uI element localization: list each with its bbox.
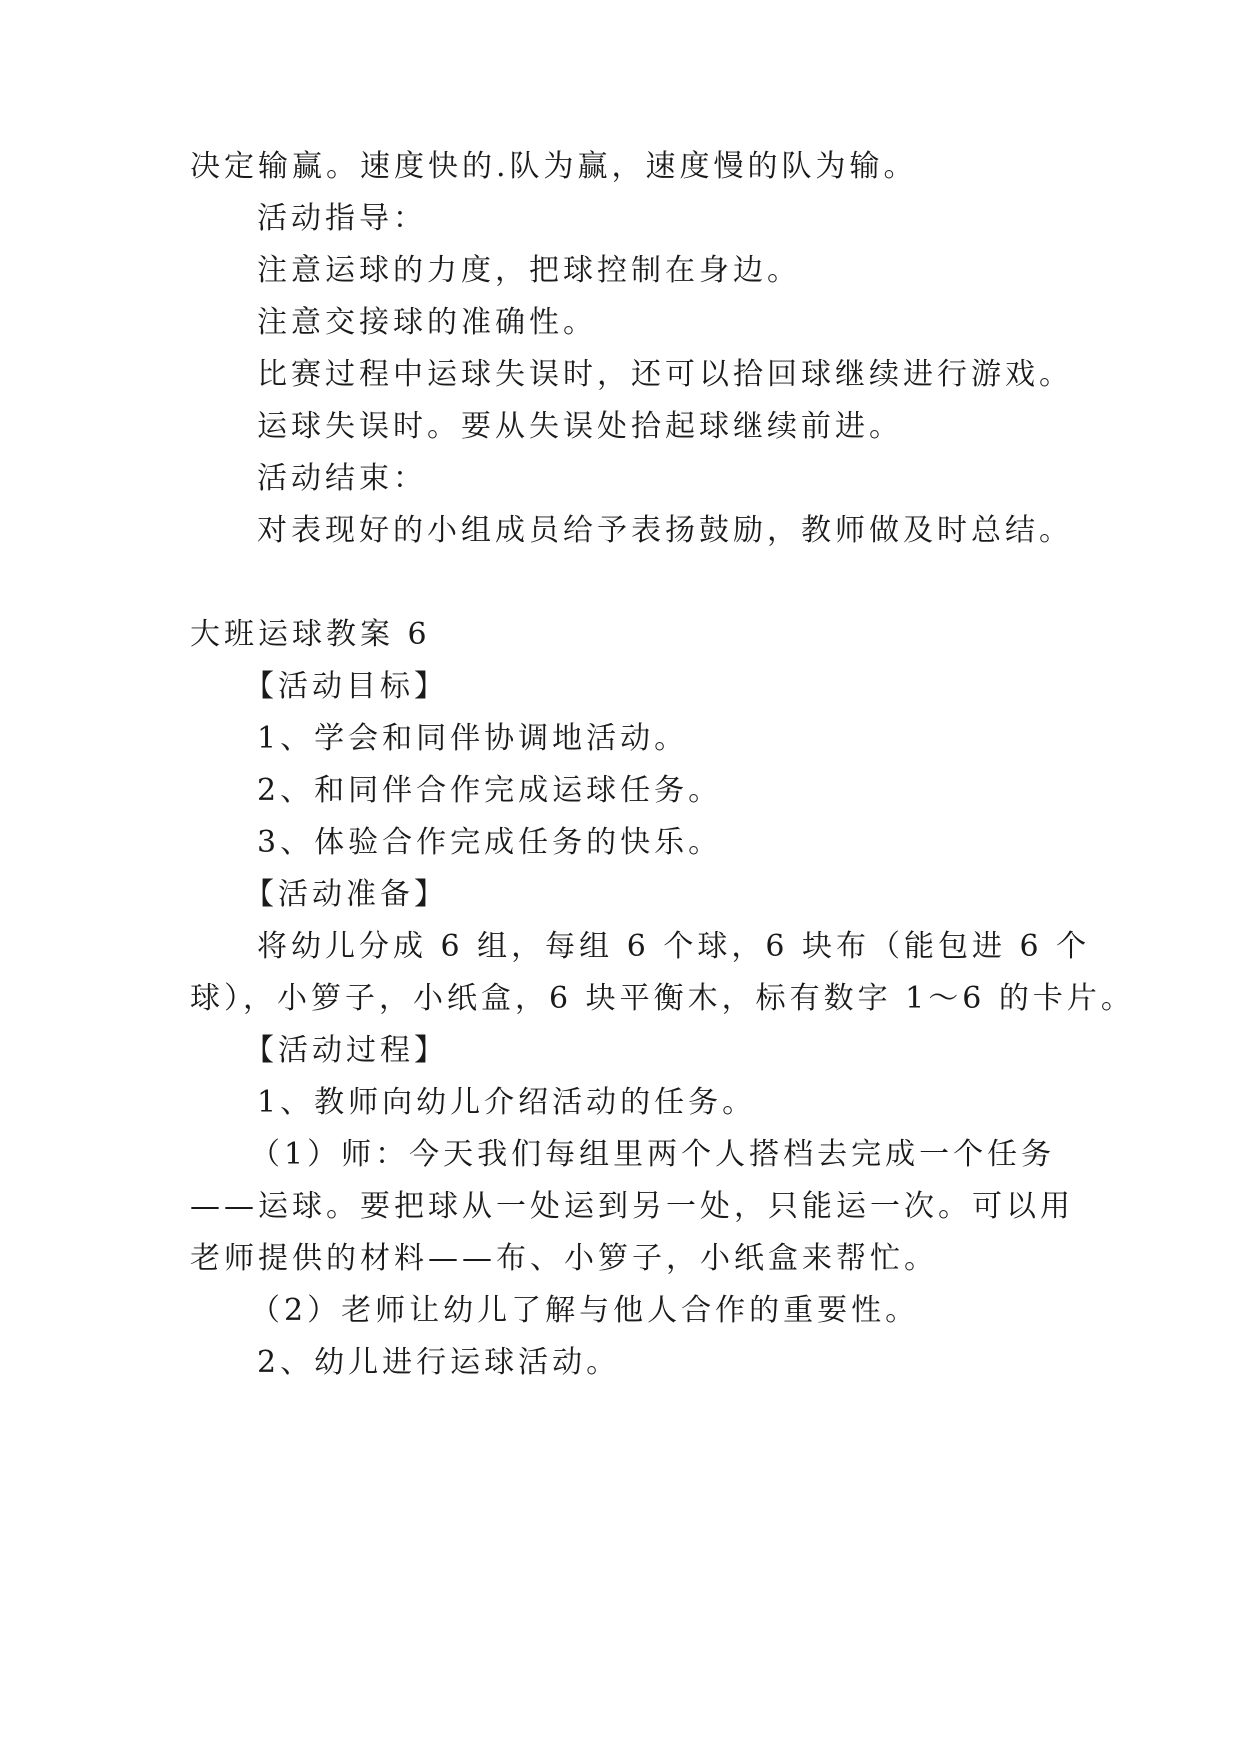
guidance-item: 比赛过程中运球失误时，还可以拾回球继续进行游戏。 bbox=[257, 357, 1073, 392]
goal-item: 3、体验合作完成任务的快乐。 bbox=[257, 825, 723, 860]
goal-item: 2、和同伴合作完成运球任务。 bbox=[257, 773, 723, 808]
process-substep-line: ——运球。要把球从一处运到另一处，只能运一次。可以用 bbox=[190, 1189, 1074, 1224]
goals-heading: 【活动目标】 bbox=[244, 669, 448, 704]
guidance-heading: 活动指导： bbox=[257, 201, 427, 236]
prep-heading: 【活动准备】 bbox=[244, 877, 448, 912]
end-text: 对表现好的小组成员给予表扬鼓励，教师做及时总结。 bbox=[257, 513, 1073, 548]
prep-text-line: 球），小箩子，小纸盒，6 块平衡木，标有数字 1～6 的卡片。 bbox=[190, 981, 1135, 1016]
guidance-item: 注意运球的力度，把球控制在身边。 bbox=[257, 253, 801, 288]
prep-text-line: 将幼儿分成 6 组，每组 6 个球，6 块布（能包进 6 个 bbox=[257, 929, 1091, 964]
process-substep-line: （1）师：今天我们每组里两个人搭档去完成一个任务 bbox=[250, 1137, 1056, 1172]
guidance-item: 注意交接球的准确性。 bbox=[257, 305, 597, 340]
end-heading: 活动结束： bbox=[257, 461, 427, 496]
section-title: 大班运球教案 6 bbox=[190, 617, 431, 652]
process-substep-line: 老师提供的材料——布、小箩子，小纸盒来帮忙。 bbox=[190, 1241, 938, 1276]
goal-item: 1、学会和同伴协调地活动。 bbox=[257, 721, 689, 756]
process-step: 2、幼儿进行运球活动。 bbox=[257, 1345, 621, 1380]
paragraph-continuation: 决定输赢。速度快的.队为赢，速度慢的队为输。 bbox=[190, 149, 918, 184]
process-step: 1、教师向幼儿介绍活动的任务。 bbox=[257, 1085, 757, 1120]
process-substep: （2）老师让幼儿了解与他人合作的重要性。 bbox=[250, 1293, 920, 1328]
guidance-item: 运球失误时。要从失误处拾起球继续前进。 bbox=[257, 409, 903, 444]
process-heading: 【活动过程】 bbox=[244, 1033, 448, 1068]
